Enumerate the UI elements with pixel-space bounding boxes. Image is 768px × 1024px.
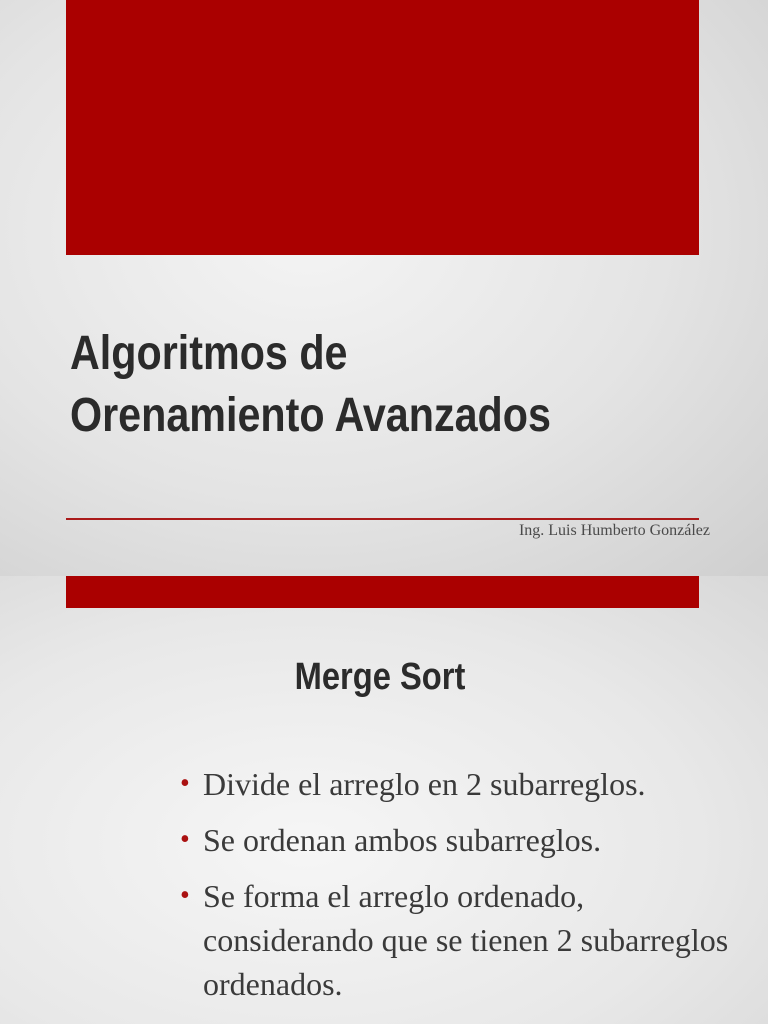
bullet-text: Se forma el arreglo ordenado, considerando que se tienen 2 subarreglos ordenados. [203,878,729,1002]
list-item [180,762,740,806]
divider-line [66,518,699,520]
slide-title-heading [70,323,638,447]
slide-merge-sort [0,576,768,1024]
list-item [180,874,740,1006]
bullet-text: Divide el arreglo en 2 subarreglos. [203,766,646,802]
bullet-icon: • [180,824,190,855]
slide-heading: Merge Sort [294,656,466,698]
list-item [180,818,740,862]
bullet-icon: • [180,880,190,911]
author-name: Ing. Luis Humberto González [518,522,710,539]
header-band [66,0,699,255]
header-band [66,576,699,608]
title-line-2: Orenamiento Avanzados [70,389,551,442]
title-line-1: Algoritmos de [70,327,348,380]
bullet-icon: • [180,768,190,799]
bullet-list [180,762,740,1018]
bullet-text: Se ordenan ambos subarreglos. [203,822,602,858]
